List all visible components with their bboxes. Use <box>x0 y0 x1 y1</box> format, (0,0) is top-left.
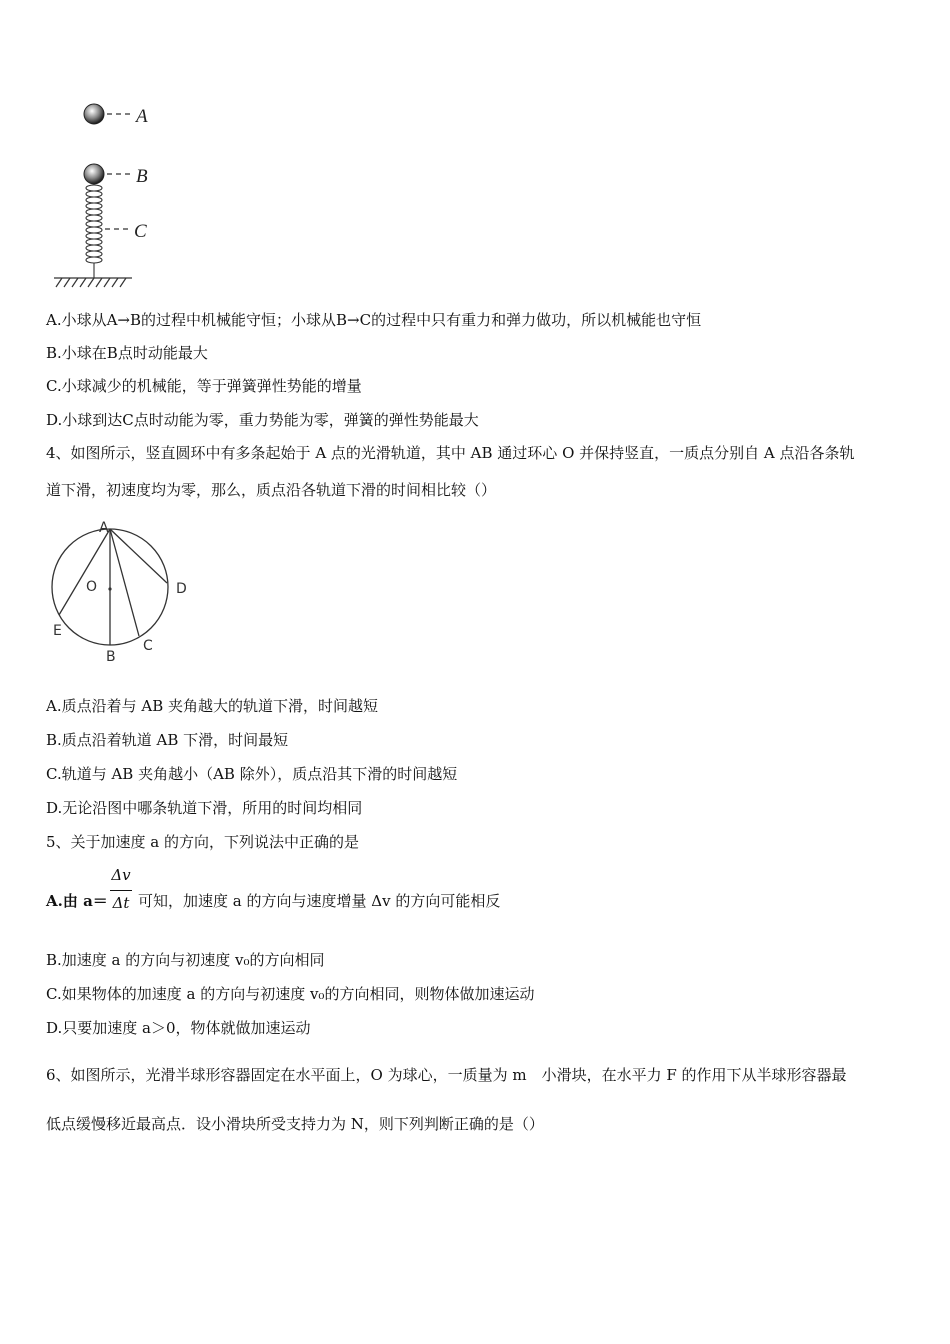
label-b: B <box>106 649 116 665</box>
spring <box>86 185 102 278</box>
label-e: E <box>53 623 62 639</box>
fraction-denominator: Δt <box>112 894 130 912</box>
q4-option-d: D.无论沿图中哪条轨道下滑，所用的时间均相同 <box>46 799 363 817</box>
q5-option-b: B.加速度 a 的方向与初速度 v₀的方向相同 <box>46 951 325 969</box>
q5-option-a-suffix: 可知，加速度 a 的方向与速度增量 Δv 的方向可能相反 <box>138 892 501 910</box>
ground <box>54 278 132 287</box>
q4-stem-line2: 道下滑，初速度均为零，那么，质点沿各轨道下滑的时间相比较（） <box>46 481 497 499</box>
label-c: C <box>143 638 153 654</box>
q3-option-c: C.小球减少的机械能，等于弹簧弹性势能的增量 <box>46 377 362 395</box>
q3-option-b: B.小球在B点时动能最大 <box>46 344 208 362</box>
q5-fraction <box>108 866 134 914</box>
q4-option-a: A.质点沿着与 AB 夹角越大的轨道下滑，时间越短 <box>46 697 378 715</box>
ball-at-b <box>84 164 104 184</box>
q6-stem-line2: 低点缓慢移近最高点．设小滑块所受支持力为 N，则下列判断正确的是（） <box>46 1115 544 1133</box>
center-o <box>108 587 111 590</box>
label-d: D <box>176 581 187 597</box>
ball-at-a <box>84 104 104 124</box>
q3-option-d: D.小球到达C点时动能为零，重力势能为零，弹簧的弹性势能最大 <box>46 411 479 429</box>
q3-option-a: A.小球从A→B的过程中机械能守恒；小球从B→C的过程中只有重力和弹力做功，所以机械能也守恒 <box>46 311 702 329</box>
q4-stem-line1: 4、如图所示，竖直圆环中有多条起始于 A 点的光滑轨道，其中 AB 通过环心 O 并保持竖直，一质点分别自 A 点沿各条轨 <box>46 444 855 462</box>
label-o: O <box>86 579 98 595</box>
label-a: A <box>99 520 109 536</box>
fraction-numerator: Δv <box>111 866 131 884</box>
q4-option-b: B.质点沿着轨道 AB 下滑，时间最短 <box>46 731 289 749</box>
label-a: A <box>136 106 148 127</box>
q5-option-a-prefix: A.由 a＝ <box>46 892 108 910</box>
label-b: B <box>136 166 148 187</box>
label-c: C <box>134 221 147 242</box>
spring-ball-figure <box>50 95 170 295</box>
circle-tracks-figure <box>46 515 206 665</box>
q5-stem: 5、关于加速度 a 的方向，下列说法中正确的是 <box>46 833 360 851</box>
q5-option-c: C.如果物体的加速度 a 的方向与初速度 v₀的方向相同，则物体做加速运动 <box>46 985 535 1003</box>
q5-option-d: D.只要加速度 a＞0，物体就做加速运动 <box>46 1019 311 1037</box>
q4-option-c: C.轨道与 AB 夹角越小（AB 除外），质点沿其下滑的时间越短 <box>46 765 458 783</box>
q6-stem-line1: 6、如图所示，光滑半球形容器固定在水平面上，O 为球心，一质量为 m 小滑块，在水平力 F 的作用下从半球形容器最 <box>46 1066 847 1084</box>
fraction-bar <box>110 890 132 891</box>
